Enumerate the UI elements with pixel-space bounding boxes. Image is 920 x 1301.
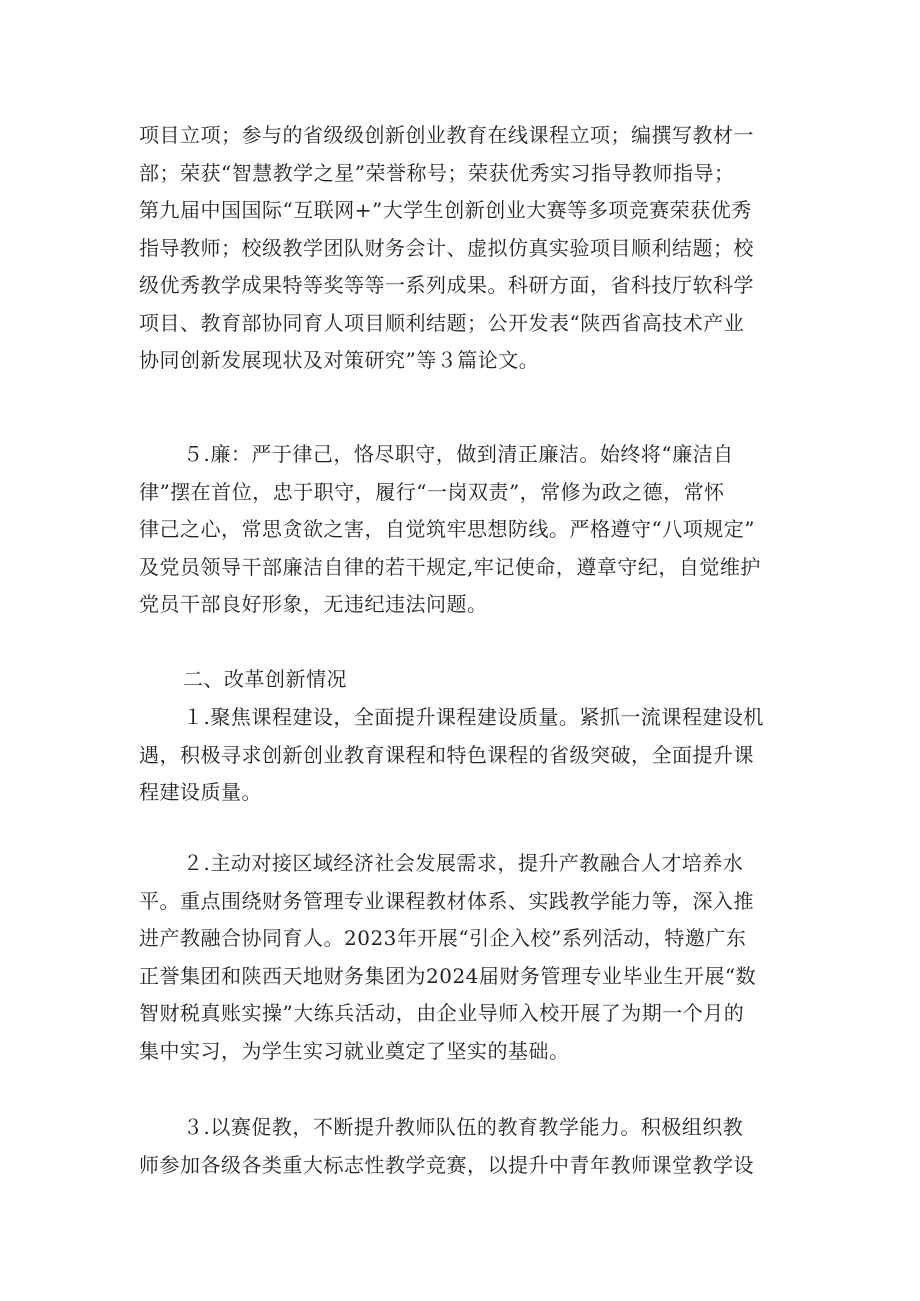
paragraph xyxy=(139,436,791,624)
section-heading xyxy=(139,661,791,699)
paragraph xyxy=(139,845,791,1070)
text-line: 律己之心，常思贪欲之害，自觉筑牢思想防线。严格遵守“八项规定” xyxy=(139,517,755,541)
text-line: 及党员领导干部廉洁自律的若干规定,牢记使命，遵章守纪，自觉维护 xyxy=(139,554,761,579)
text-line: 遇，积极寻求创新创业教育课程和特色课程的省级突破，全面提升课 xyxy=(139,742,754,767)
text-line: 项目立项；参与的省级级创新创业教育在线课程立项；编撰写教材一 xyxy=(139,123,754,147)
paragraph xyxy=(139,1109,791,1184)
text-line: 进产教融合协同育人。2023年开展“引企入校”系列活动，特邀广东 xyxy=(139,926,747,950)
text-line: 级优秀教学成果特等奖等等一系列成果。科研方面，省科技厅软科学 xyxy=(139,273,754,297)
text-line: 协同创新发展现状及对策研究”等３篇论文。 xyxy=(139,348,540,372)
text-line: 二、改革创新情况 xyxy=(183,667,347,691)
text-line: 项目、教育部协同育人项目顺利结题；公开发表“陕西省高技术产业 xyxy=(139,310,745,335)
text-line: 智财税真账实操”大练兵活动，由企业导师入校开展了为期一个月的 xyxy=(139,1001,745,1025)
paragraph xyxy=(139,699,791,812)
text-line: 程建设质量。 xyxy=(139,780,262,804)
text-line: 党员干部良好形象，无违纪违法问题。 xyxy=(139,592,488,616)
text-line: 平。重点围绕财务管理专业课程教材体系、实践教学能力等，深入推 xyxy=(139,888,754,913)
text-line: ２.主动对接区域经济社会发展需求，提升产教融合人才培养水 xyxy=(183,851,744,875)
text-line: ３.以赛促教，不断提升教师队伍的教育教学能力。积极组织教 xyxy=(183,1115,744,1139)
text-line: 第九届中国国际“互联网+”大学生创新创业大赛等多项竞赛荣获优秀 xyxy=(139,198,752,222)
text-line: 部；荣获“智慧教学之星”荣誉称号；荣获优秀实习指导教师指导； xyxy=(139,160,735,185)
text-line: １.聚焦课程建设，全面提升课程建设质量。紧抓一流课程建设机 xyxy=(183,705,764,729)
text-line: 师参加各级各类重大标志性教学竞赛，以提升中青年教师课堂教学设 xyxy=(139,1152,754,1177)
text-line: 指导教师；校级教学团队财务会计、虚拟仿真实验项目顺利结题；校 xyxy=(139,235,754,260)
text-line: ５.廉：严于律己，恪尽职守，做到清正廉洁。始终将“廉洁自 xyxy=(183,442,734,466)
text-line: 律”摆在首位，忠于职守，履行“一岗双责”，常修为政之德，常怀 xyxy=(139,479,725,504)
text-line: 正誉集团和陕西天地财务集团为2024届财务管理专业毕业生开展“数 xyxy=(139,963,757,988)
paragraph xyxy=(139,117,791,380)
text-line: 集中实习，为学生实习就业奠定了坚实的基础。 xyxy=(139,1038,570,1063)
